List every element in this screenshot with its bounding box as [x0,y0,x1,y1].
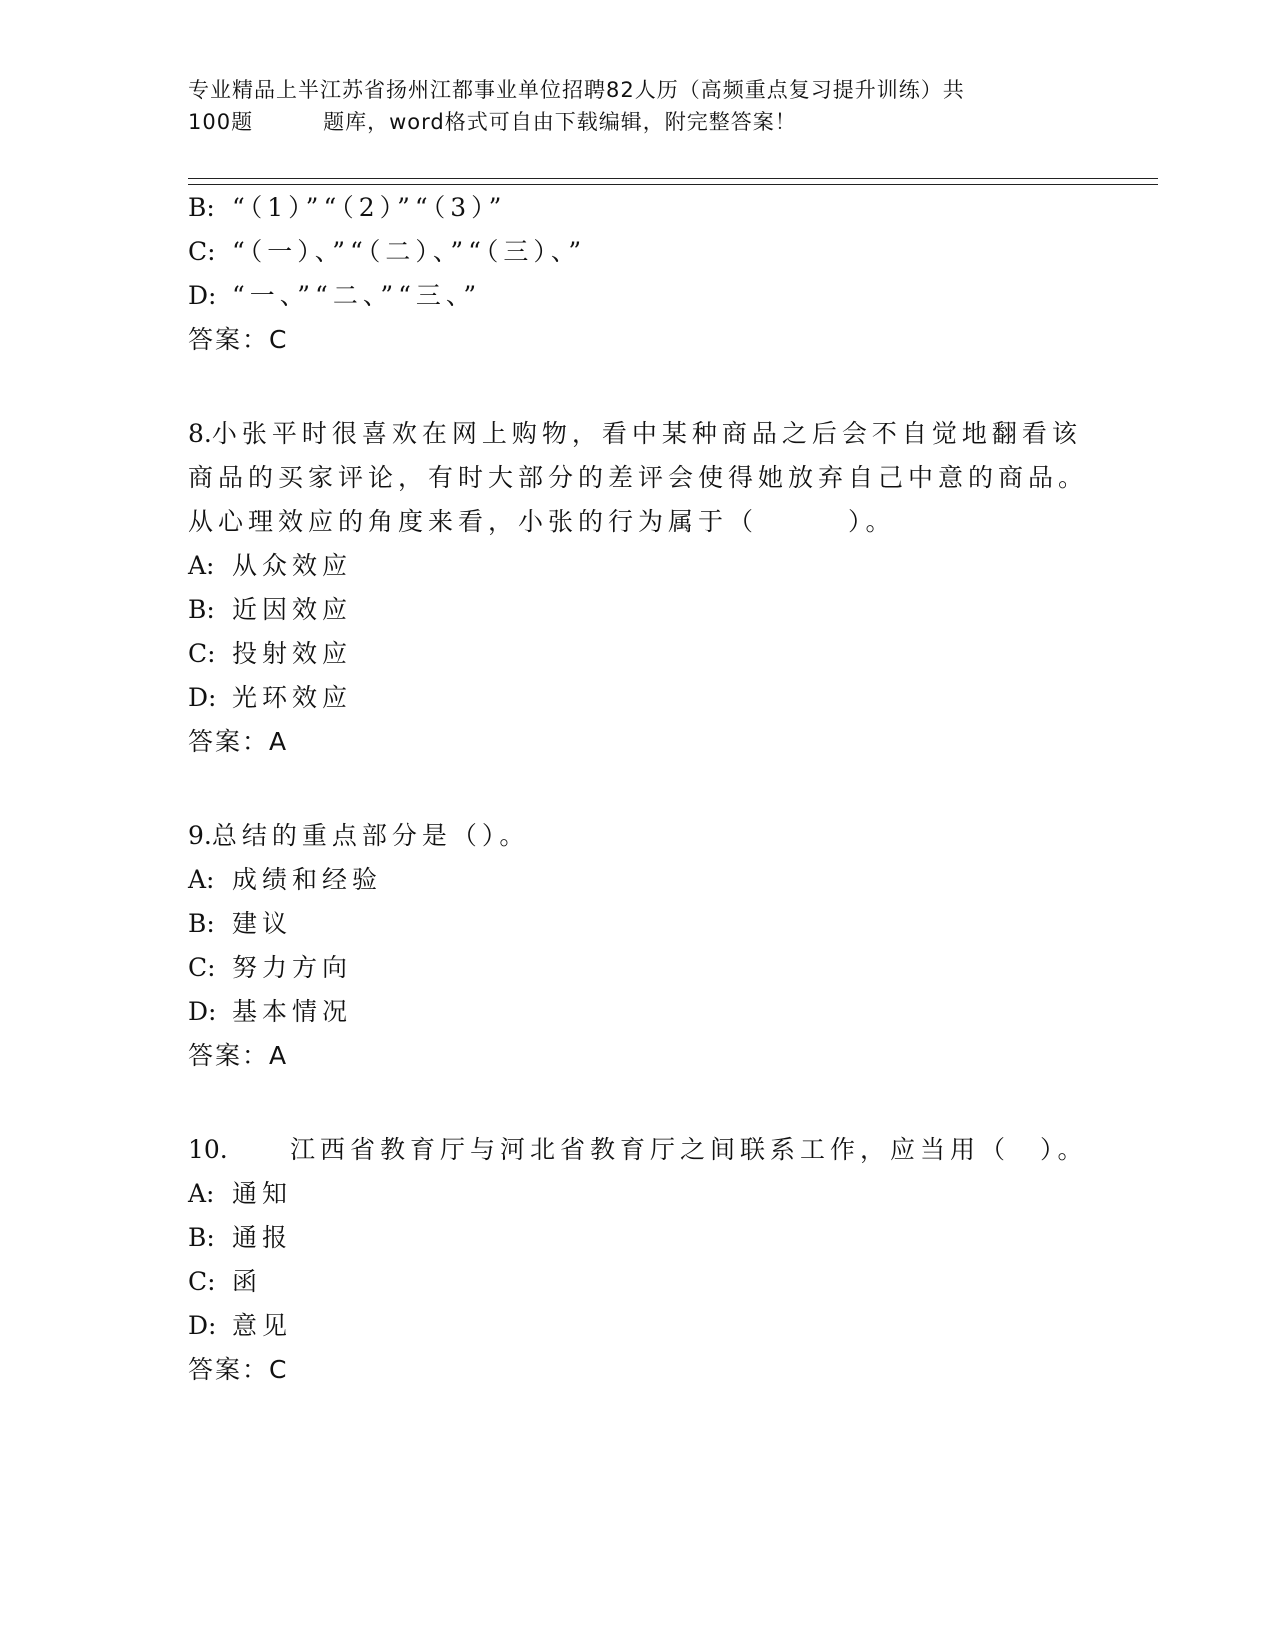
option-key: C: [188,1267,216,1296]
q10-option-a [188,1179,292,1209]
question-text: 江西省教育厅与河北省教育厅之间联系工作，应当用（ ）。 [290,1135,1088,1164]
q10-answer: 答案：C [188,1355,289,1384]
option-key: D: [188,281,217,310]
q8-question-line-1 [188,419,1082,449]
option-text: 投射效应 [232,639,353,668]
q10-option-b [188,1223,292,1253]
q10-option-c [188,1267,262,1297]
option-key: B: [188,909,215,938]
header-divider-bottom [188,184,1158,185]
option-key: D: [188,1311,217,1340]
question-number: 10. [188,1135,228,1164]
option-key: B: [188,1223,215,1252]
q9-option-d [188,997,352,1027]
q8-answer: 答案：A [188,727,289,756]
q7-option-d [188,281,481,311]
q8-option-c [188,639,352,669]
q7-option-c [188,237,586,267]
q9-option-c [188,953,352,983]
question-number: 8. [188,419,212,448]
option-text: 建议 [232,909,293,938]
option-text: 通知 [232,1179,293,1208]
q9-option-a [188,865,382,895]
option-key: B: [188,193,215,222]
option-text: “一、”“二、”“三、” [232,281,482,310]
option-text: 从众效应 [232,551,353,580]
option-text: 近因效应 [232,595,353,624]
option-text: “（1）”“（2）”“（3）” [232,193,507,222]
header-divider-top [188,178,1158,179]
q8-option-d [188,683,352,713]
q8-question-line-3: 从心理效应的角度来看，小张的行为属于（ ）。 [188,507,896,536]
option-text: 意见 [232,1311,293,1340]
question-number: 9. [188,821,212,850]
option-text: 成绩和经验 [232,865,383,894]
option-text: 光环效应 [232,683,353,712]
q9-answer: 答案：A [188,1041,289,1070]
q9-question [188,821,529,851]
question-text: 小张平时很喜欢在网上购物，看中某种商品之后会不自觉地翻看该 [211,419,1082,448]
option-key: A: [188,1179,215,1208]
header-title-line-2 [188,106,1088,138]
option-key: B: [188,595,215,624]
header-title-line-1: 专业精品上半江苏省扬州江都事业单位招聘82人历（高频重点复习提升训练）共 [188,78,965,102]
q8-option-a [188,551,352,581]
q7-answer: 答案：C [188,325,289,354]
option-key: C: [188,237,216,266]
question-text: 总结的重点部分是（）。 [211,821,530,850]
header-question-count: 100题 [188,110,254,134]
q9-option-b [188,909,292,939]
option-key: D: [188,997,217,1026]
q8-question-line-2: 商品的买家评论，有时大部分的差评会使得她放弃自己中意的商品。 [188,463,1089,492]
option-text: “（一）、”“（二）、”“（三）、” [232,237,587,266]
header-subtitle: 题库，word格式可自由下载编辑，附完整答案！ [323,110,797,134]
option-text: 函 [232,1267,263,1296]
document-header [188,74,1088,138]
option-text: 努力方向 [232,953,353,982]
option-text: 通报 [232,1223,293,1252]
q10-question [188,1135,1088,1165]
option-key: C: [188,639,216,668]
option-key: C: [188,953,216,982]
option-key: D: [188,683,217,712]
option-text: 基本情况 [232,997,353,1026]
q10-option-d [188,1311,292,1341]
option-key: A: [188,865,215,894]
option-key: A: [188,551,215,580]
q8-option-b [188,595,352,625]
q7-option-b [188,193,506,223]
